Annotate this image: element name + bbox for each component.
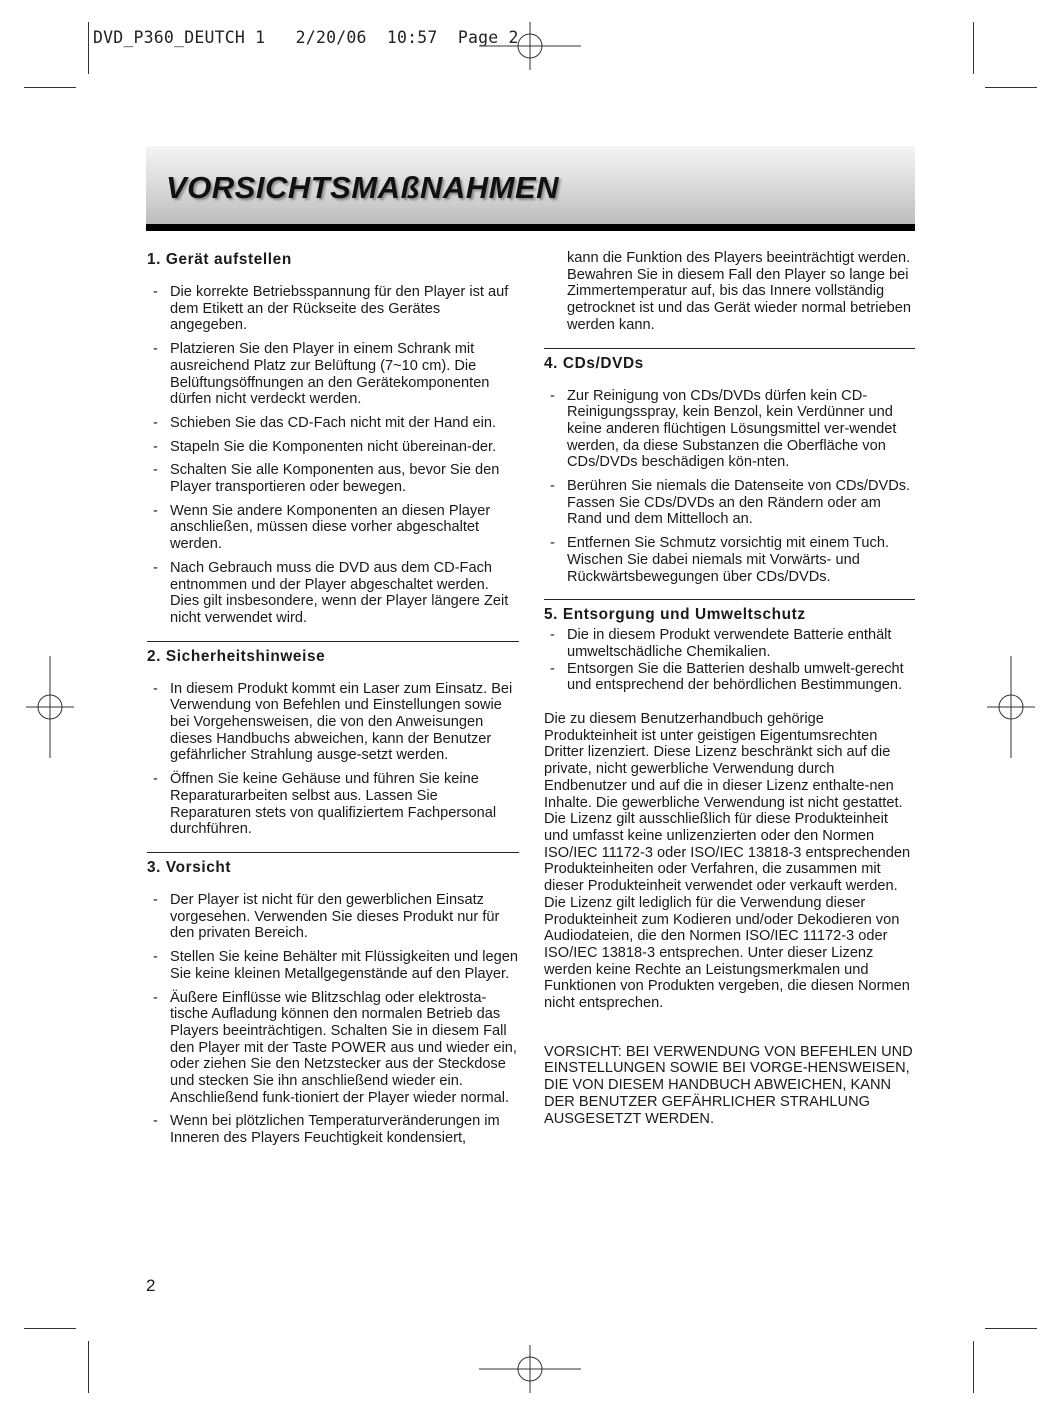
list-item: - In diesem Produkt kommt ein Laser zum Einsatz. Bei Verwendung von Befehlen und Einstellungen sowie bei Vorgehensweisen, die von den Anweisungen dieses Handbuchs abweichen, kann der Benutzer gefährlicher Strahlung ausge-setzt werden. bbox=[147, 681, 519, 765]
section-title: 2. Sicherheitshinweise bbox=[147, 647, 326, 665]
crop-mark bbox=[88, 1341, 89, 1393]
list-item: - Äußere Einflüsse wie Blitzschlag oder elektrosta-tische Aufladung können den normalen Betrieb das Players beeinträchtigen. Schalten Sie in diesem Fall den Player mit der Taste POWER aus und wieder ein, oder ziehen Sie den Netzstecker aus der Steckdose und stecken Sie ihn anschließend wieder ein. Anschließend funk-tioniert der Player wieder normal. bbox=[147, 990, 519, 1107]
list-item: - Der Player ist nicht für den gewerblichen Einsatz vorgesehen. Verwenden Sie dieses Produkt nur für den privaten Bereich. bbox=[147, 892, 519, 942]
page-number: 2 bbox=[146, 1276, 156, 1295]
list-item: - Platzieren Sie den Player in einem Schrank mit ausreichend Platz zur Belüftung (7~10 cm). Die Belüftungsöffnungen an den Gerätekomponenten dürfen nicht verdeckt werden. bbox=[147, 341, 519, 408]
list-item: - Wenn Sie andere Komponenten an diesen Player anschließen, müssen diese vorher abgeschaltet werden. bbox=[147, 503, 519, 553]
bullet-list bbox=[147, 681, 519, 838]
list-item: - Wenn bei plötzlichen Temperaturveränderungen im Inneren des Players Feuchtigkeit kondensiert, bbox=[147, 1113, 519, 1146]
crop-mark bbox=[985, 87, 1037, 88]
title-rule bbox=[146, 224, 915, 231]
section-3 bbox=[147, 852, 519, 1147]
list-item: - Schieben Sie das CD-Fach nicht mit der Hand ein. bbox=[147, 415, 519, 432]
section-3-continuation: kann die Funktion des Players beeinträchtigt werden. Bewahren Sie in diesem Fall den Player so lange bei Zimmertemperatur auf, bis das Innere vollständig getrocknet ist und das Gerät wieder normal betrieben werden kann. bbox=[567, 250, 911, 333]
crop-mark bbox=[973, 1341, 974, 1393]
crop-mark bbox=[88, 22, 89, 74]
crop-mark bbox=[973, 22, 974, 74]
registration-mark-icon bbox=[479, 22, 581, 70]
section-title: 5. Entsorgung und Umweltschutz bbox=[544, 606, 806, 624]
crop-mark bbox=[985, 1328, 1037, 1329]
list-item: - Die korrekte Betriebsspannung für den Player ist auf dem Etikett an der Rückseite des Gerätes angegeben. bbox=[147, 284, 519, 334]
bullet-list bbox=[544, 388, 915, 586]
list-item: - Zur Reinigung von CDs/DVDs dürfen kein CD-Reinigungsspray, kein Benzol, kein Verdünner und keine anderen flüchtigen Lösungsmittel ver-wendet werden, da diese Substanzen die Oberfläche von CDs/DVDs beschädigen kön-nten. bbox=[544, 388, 915, 472]
section-title: 4. CDs/DVDs bbox=[544, 354, 644, 372]
registration-mark-icon bbox=[479, 1345, 581, 1393]
section-title: 3. Vorsicht bbox=[147, 858, 232, 876]
bullet-list bbox=[544, 627, 915, 694]
registration-mark-icon bbox=[987, 656, 1035, 758]
list-item: - Entfernen Sie Schmutz vorsichtig mit einem Tuch. Wischen Sie dabei niemals mit Vorwärts- und Rückwärtsbewegungen über CDs/DVDs. bbox=[544, 535, 915, 585]
right-column bbox=[544, 250, 915, 1127]
bullet-list bbox=[147, 284, 519, 627]
section-4 bbox=[544, 348, 915, 586]
license-text: Die zu diesem Benutzerhandbuch gehörige Produkteinheit ist unter geistigen Eigentumsrechten Dritter lizenziert. Diese Lizenz beschränkt sich auf die private, nicht gewerbliche Verwendung durch Endbenutzer und auf die in dieser Lizenz enthalte-nen Inhalte. Die gewerbliche Verwendung ist nicht gestattet. Die Lizenz gilt ausschließlich für diese Produkteinheit und umfasst keine unlizenzierten oder den Normen ISO/IEC 11172-3 oder ISO/IEC 13818-3 entsprechenden Produkteinheiten oder Verfahren, die zusammen mit dieser Produkteinheit verwendet oder verkauft werden. Die Lizenz gilt lediglich für die Verwendung dieser Produkteinheit zum Kodieren und/oder Dekodieren von Audiodateien, die den Normen ISO/IEC 11172-3 oder ISO/IEC 13818-3 entsprechen. Unter dieser Lizenz werden keine Rechte an Leistungsmerkmalen und Funktionen von Produkten vergeben, die diesen Normen nicht entsprechen. bbox=[544, 711, 911, 1012]
caution-text: VORSICHT: BEI VERWENDUNG VON BEFEHLEN UND EINSTELLUNGEN SOWIE BEI VORGE-HENSWEISEN, DIE VON DIESEM HANDBUCH ABWEICHEN, KANN DER BENUTZER GEFÄHRLICHER STRAHLUNG AUSGESETZT WERDEN. bbox=[544, 1043, 913, 1127]
section-title: 1. Gerät aufstellen bbox=[147, 251, 292, 268]
bullet-list bbox=[147, 892, 519, 1147]
list-item: - Schalten Sie alle Komponenten aus, bevor Sie den Player transportieren oder bewegen. bbox=[147, 462, 519, 495]
list-item: - Entsorgen Sie die Batterien deshalb umwelt-gerecht und entsprechend der behördlichen Bestimmungen. bbox=[544, 661, 915, 694]
crop-mark bbox=[24, 87, 76, 88]
registration-mark-icon bbox=[26, 656, 74, 758]
section-5 bbox=[544, 599, 915, 694]
list-item: - Nach Gebrauch muss die DVD aus dem CD-Fach entnommen und der Player abgeschaltet werden. Dies gilt insbesondere, wenn der Player längere Zeit nicht verwendet wird. bbox=[147, 560, 519, 627]
list-item: - Öffnen Sie keine Gehäuse und führen Sie keine Reparaturarbeiten selbst aus. Lassen Sie Reparaturen stets von qualifiziertem Fachpersonal durchführen. bbox=[147, 771, 519, 838]
page-title: VORSICHTSMAßNAHMEN bbox=[166, 170, 560, 205]
crop-mark bbox=[24, 1328, 76, 1329]
print-slug: DVD_P360_DEUTCH 1 2/20/06 10:57 Page 2 bbox=[93, 28, 519, 47]
section-1 bbox=[147, 250, 519, 627]
left-column bbox=[147, 250, 519, 1154]
section-2 bbox=[147, 641, 519, 838]
list-item: - Berühren Sie niemals die Datenseite von CDs/DVDs. Fassen Sie CDs/DVDs an den Rändern oder am Rand und dem Mittelloch an. bbox=[544, 478, 915, 528]
list-item: - Die in diesem Produkt verwendete Batterie enthält umweltschädliche Chemikalien. bbox=[544, 627, 915, 660]
list-item: - Stapeln Sie die Komponenten nicht übereinan-der. bbox=[147, 439, 519, 456]
list-item: - Stellen Sie keine Behälter mit Flüssigkeiten und legen Sie keine kleinen Metallgegenstände auf den Player. bbox=[147, 949, 519, 982]
